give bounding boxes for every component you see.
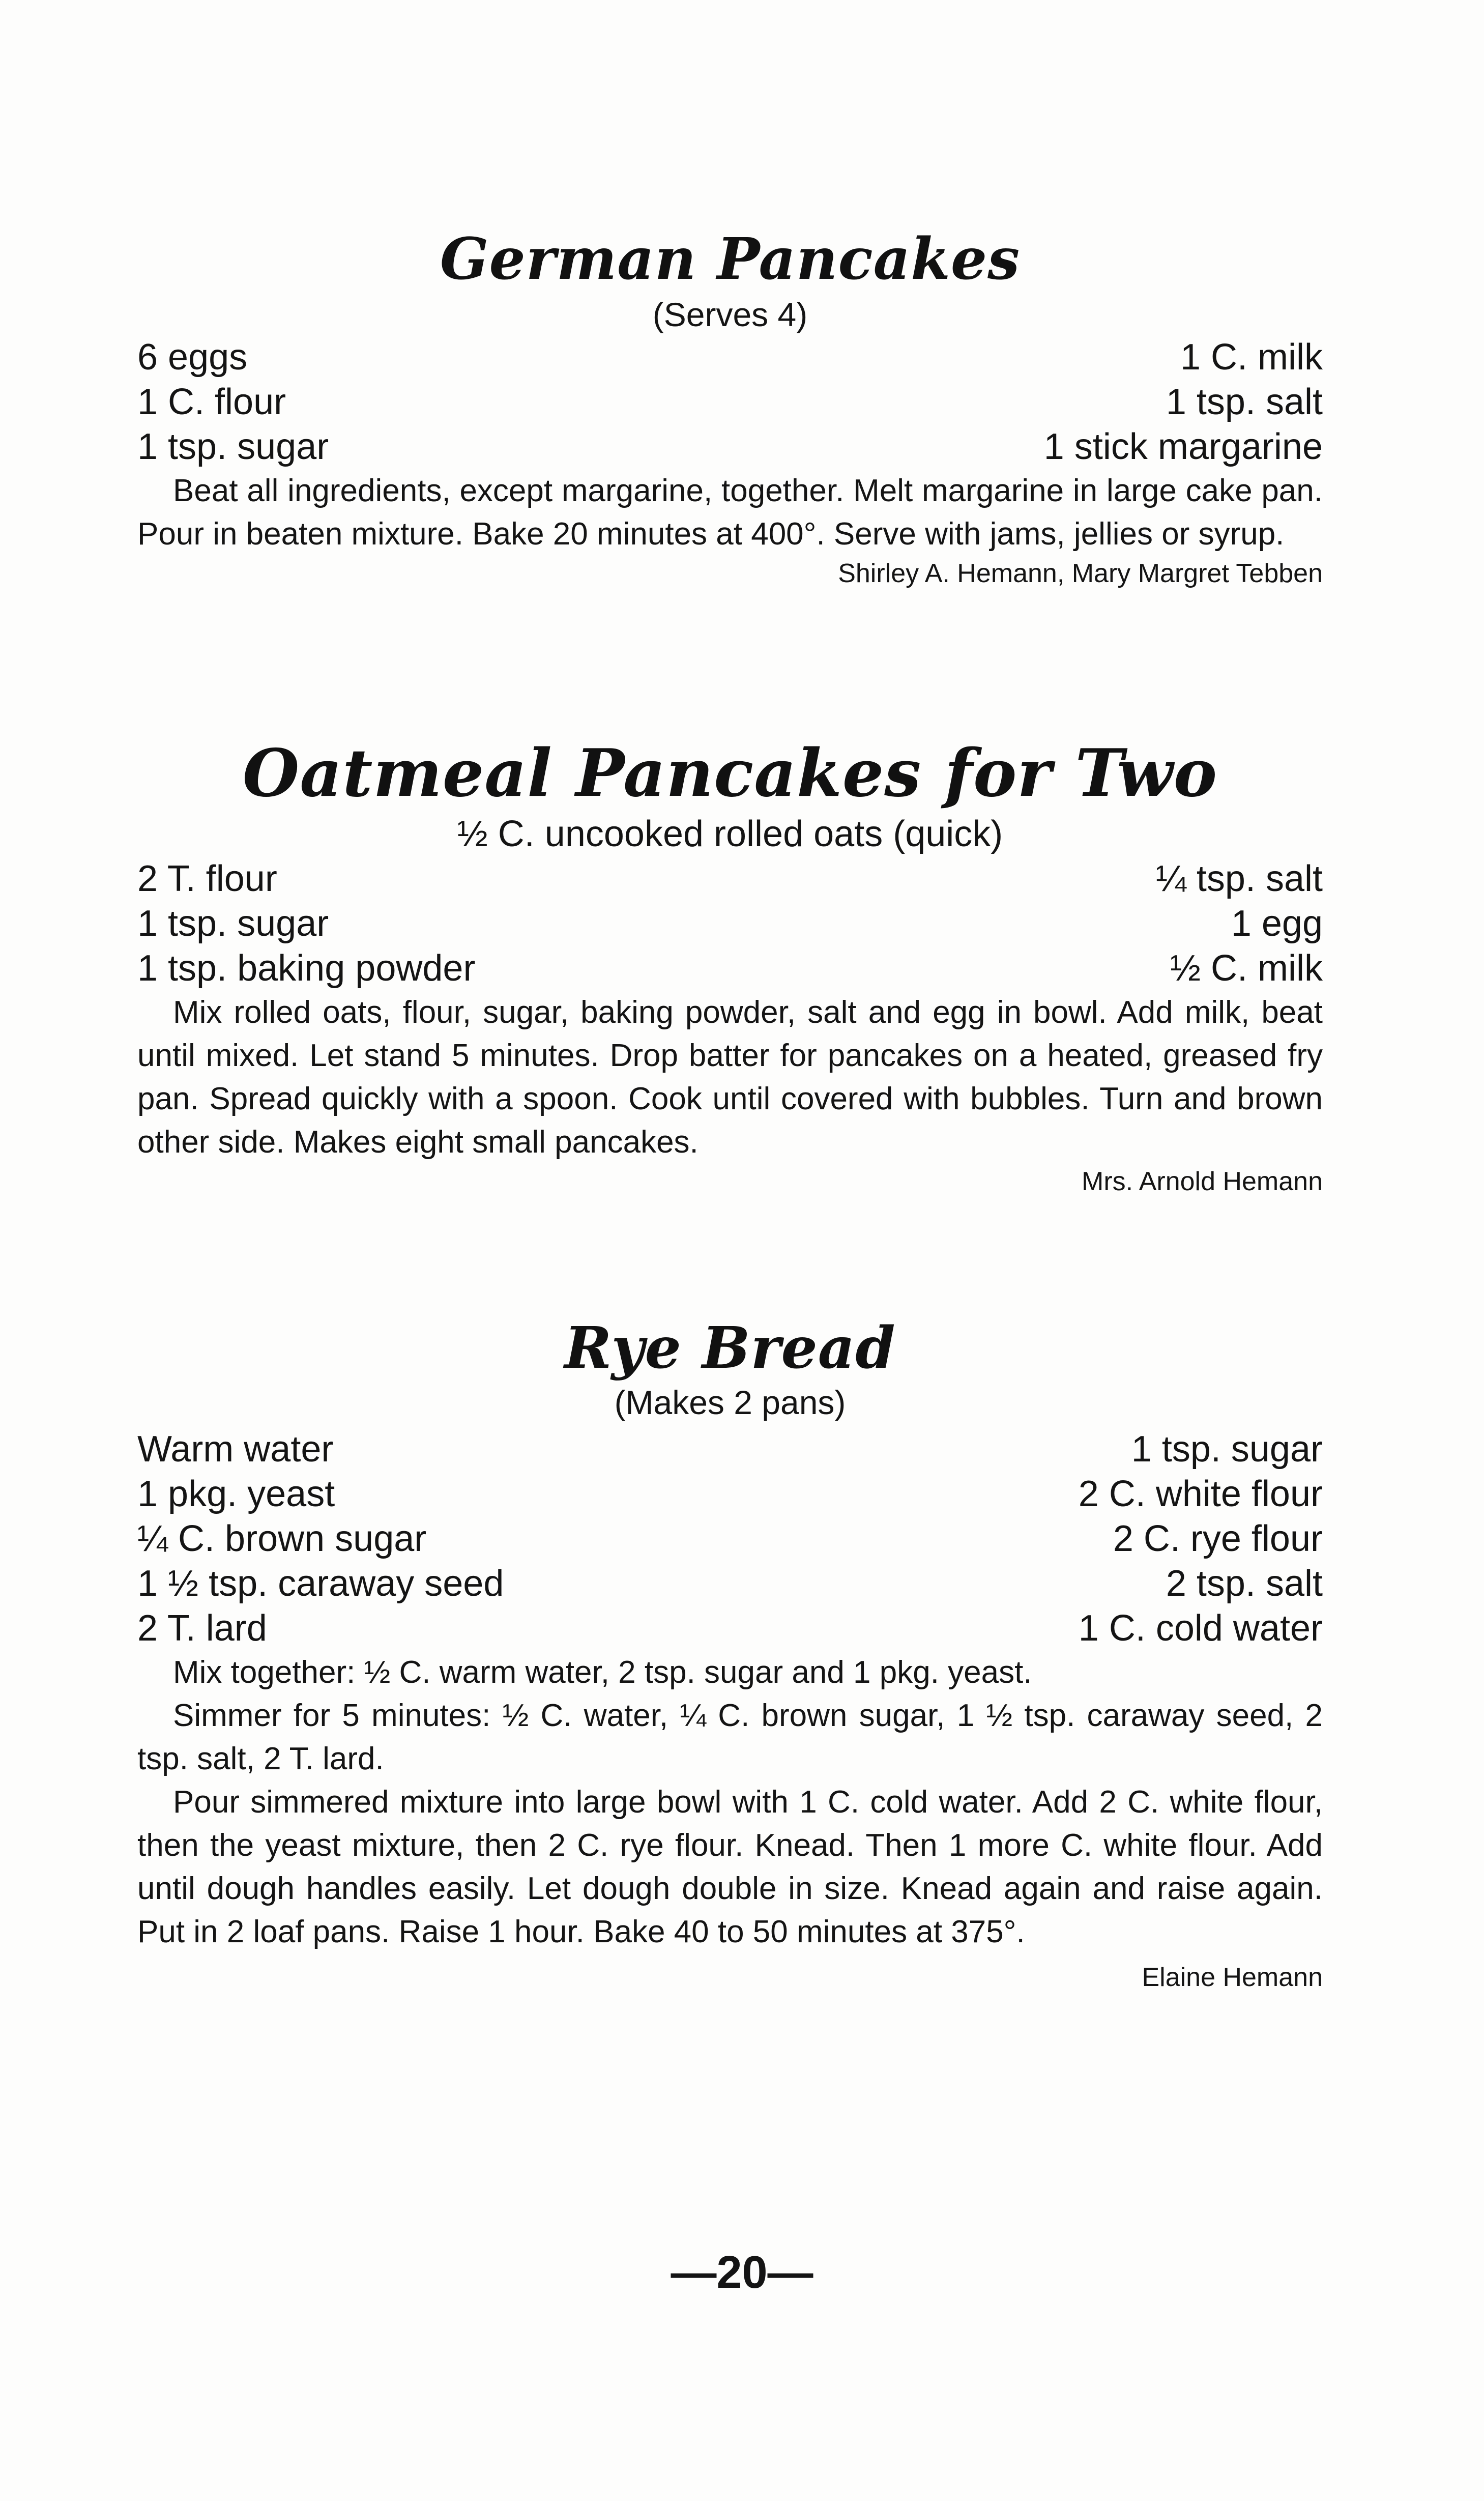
ingredient-row (137, 856, 1323, 901)
ingredient: 1 egg (1231, 903, 1323, 944)
ingredient-row (137, 1472, 1323, 1516)
ingredient: 1 C. cold water (1078, 1608, 1323, 1649)
ingredient: 1 stick margarine (1043, 426, 1323, 467)
ingredient: 1 tsp. sugar (137, 426, 329, 467)
recipe-directions: Beat all ingredients, except margarine, together. Melt margarine in large cake pan. Pour in beaten mixture. Bake 20 minutes at 400°. Serve with jams, jellies or syrup. (137, 473, 1323, 552)
ingredient: 1 C. milk (1180, 337, 1323, 378)
recipe-serves: (Serves 4) (652, 296, 808, 333)
ingredient-list (137, 1427, 1323, 1651)
recipe-rye-bread (137, 1313, 1323, 1995)
ingredient: 2 C. rye flour (1113, 1518, 1323, 1559)
ingredient: 1 pkg. yeast (137, 1474, 335, 1514)
ingredient: 2 T. flour (137, 858, 277, 899)
ingredient: ¼ C. brown sugar (137, 1518, 427, 1559)
ingredient: ½ C. uncooked rolled oats (quick) (457, 814, 1003, 854)
ingredient: 6 eggs (137, 337, 248, 378)
recipe-directions: Pour simmered mixture into large bowl with 1 C. cold water. Add 2 C. white flour, then the yeast mixture, then 2 C. rye flour. Knead. Then 1 more C. white flour. Add until dough handles easily. Let dough double in size. Knead again and raise again. Put in 2 loaf pans. Raise 1 hour. Bake 40 to 50 minutes at 375°. (137, 1785, 1323, 1949)
recipe-serves: (Makes 2 pans) (614, 1384, 846, 1421)
ingredient-row (137, 1561, 1323, 1606)
ingredient-row (137, 1427, 1323, 1472)
ingredient: 1 ½ tsp. caraway seed (137, 1563, 504, 1604)
recipe-directions: Mix rolled oats, flour, sugar, baking powder, salt and egg in bowl. Add milk, beat until mixed. Let stand 5 minutes. Drop batter for pancakes on a heated, greased fry pan. Spread quickly with a spoon. Cook until covered with bubbles. Turn and brown other side. Makes eight small pancakes. (137, 995, 1323, 1160)
ingredient: 2 C. white flour (1078, 1474, 1323, 1514)
ingredient: ¼ tsp. salt (1155, 858, 1323, 899)
ingredient-row (137, 901, 1323, 946)
recipe-author: Mrs. Arnold Hemann (1082, 1167, 1323, 1196)
page-number: —20— (671, 2247, 813, 2298)
recipe-title: German Pancakes (440, 226, 1021, 293)
recipe-author: Elaine Hemann (1142, 1963, 1323, 1992)
ingredient-row (137, 946, 1323, 991)
ingredient: 1 tsp. sugar (1131, 1429, 1323, 1470)
recipe-german-pancakes (137, 224, 1323, 591)
ingredient: 2 tsp. salt (1166, 1563, 1323, 1604)
ingredient-row (137, 335, 1323, 380)
recipe-directions: Mix together: ½ C. warm water, 2 tsp. sugar and 1 pkg. yeast. (173, 1655, 1032, 1690)
ingredient-row (137, 380, 1323, 424)
ingredient-row (137, 424, 1323, 469)
ingredient: Warm water (137, 1429, 334, 1470)
ingredient: 1 tsp. sugar (137, 903, 329, 944)
recipe-title: Oatmeal Pancakes for Two (242, 735, 1218, 812)
ingredient-row (137, 1606, 1323, 1651)
ingredient: 1 tsp. baking powder (137, 948, 476, 989)
recipe-oatmeal-pancakes (137, 735, 1323, 1199)
ingredient-list (137, 856, 1323, 991)
ingredient: 1 C. flour (137, 382, 286, 422)
recipe-author: Shirley A. Hemann, Mary Margret Tebben (838, 559, 1323, 588)
recipe-directions: Simmer for 5 minutes: ½ C. water, ¼ C. brown sugar, 1 ½ tsp. caraway seed, 2 tsp. salt, 2 T. lard. (137, 1698, 1323, 1776)
ingredient: ½ C. milk (1170, 948, 1323, 989)
ingredient-row (137, 1516, 1323, 1561)
ingredient-list (137, 335, 1323, 469)
recipe-title: Rye Bread (564, 1315, 896, 1382)
ingredient: 1 tsp. salt (1166, 382, 1323, 422)
ingredient: 2 T. lard (137, 1608, 267, 1649)
